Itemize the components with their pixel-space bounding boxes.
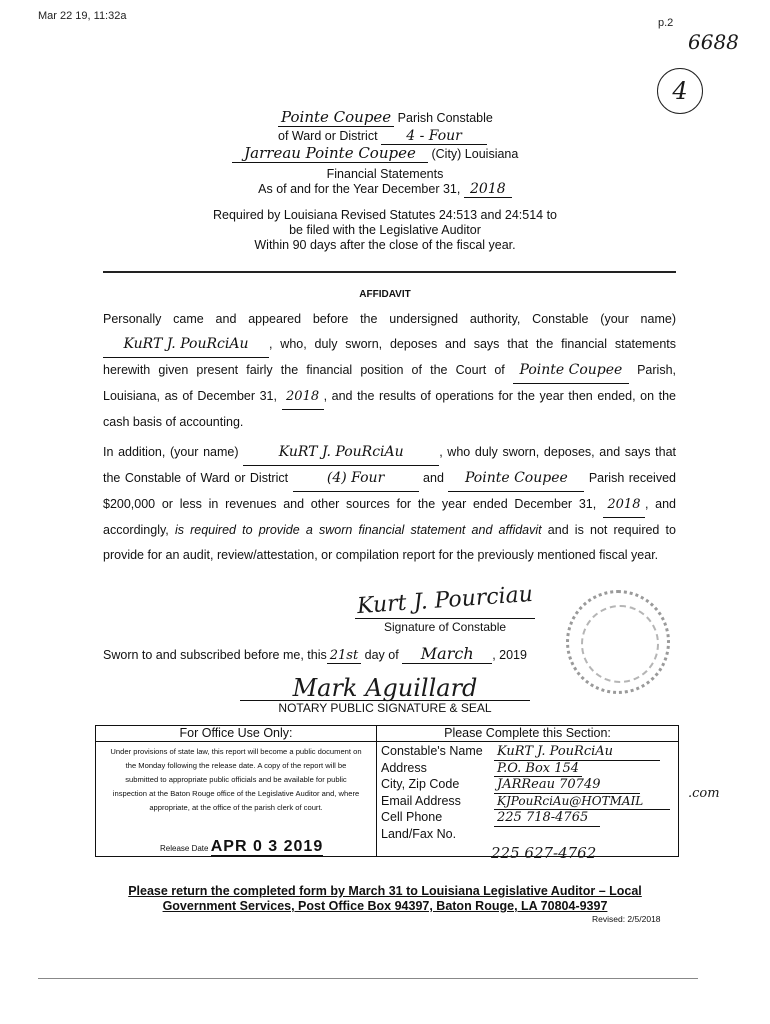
field-value-hw: KuRT J. PouRciAu [494,744,660,761]
sworn-text-c: , 2019 [492,648,527,662]
ward-label: of Ward or District [278,129,378,143]
court-parish-hw: Pointe Coupee [513,358,629,384]
parish-name-hw: Pointe Coupee [278,108,394,127]
city-hw: Jarreau Pointe Coupee [232,144,428,163]
sworn-line [103,644,527,664]
return-line-1: Please return the completed form by March 31 to Louisiana Legislative Auditor – Local [128,884,642,898]
p1-text-a: Personally came and appeared before the undersigned authority, Constable (your name) [103,312,676,326]
office-use-text: Under provisions of state law, this report will become a public document on the Monday following the release date. A copy of the report will be submitted to appropriate public officials and be available for public inspection at the Baton Rouge office of the Legislative Auditor and, where appropriate, at the office of the parish clerk of court. [110,747,362,812]
office-use-panel [96,726,377,856]
field-cell-phone [381,810,678,827]
return-instructions [0,884,770,914]
fs-title: Financial Statements [326,167,444,181]
ward-line [278,128,487,145]
release-date-stamp: APR 0 3 2019 [210,838,324,855]
sworn-text-b: day of [364,648,399,662]
constable-signature-hw: Kurt J. Pourciau [356,581,534,620]
p2-text-b: , who duly sworn, deposes, and says that the Constable of Ward or District [103,445,676,485]
p2-text-d: Parish received $200,000 or less in revenues and other sources for the year ended December 31, [103,471,676,511]
field-value-hw: JARReau 70749 [494,777,640,794]
field-address [381,761,678,778]
p1-text-b: , who, duly sworn, deposes and says that the financial statements herewith given present fairly the financial position of the Court of [103,337,676,377]
p2-text-e: , and accordingly, [103,497,676,537]
field-label: City, Zip Code [381,777,460,791]
city-label: (City) Louisiana [431,147,519,161]
email-suffix-hw: .com [688,786,720,801]
office-box [95,725,679,862]
field-land-fax [381,827,678,843]
release-date-line [160,838,323,856]
complete-section-panel [377,726,678,862]
bottom-fax-line [38,978,698,979]
ward-hw: 4 - Four [381,128,487,145]
field-label: Email Address [381,793,461,808]
required-text [0,208,770,253]
return-line-2: Government Services, Post Office Box 94397, Baton Rouge, LA 70804-9397 [162,899,608,913]
field-city-zip [381,777,678,794]
p1-text-d: , and the results of operations for the year then ended, on the cash basis of accounting. [103,389,676,429]
city-line [232,144,518,163]
revised-date: Revised: 2/5/2018 [592,914,661,924]
fax-page-number: p.2 [658,17,674,29]
divider [103,271,676,273]
p2-text-c: and [423,471,444,485]
notary-seal-image [566,590,670,694]
notary-signature-hw: Mark Aguillard [292,674,478,702]
sworn-text-a: Sworn to and subscribed before me, this [103,648,327,662]
p2-text-f: and is not required to provide for an audit, review/attestation, or compilation report for the previously mentioned fiscal year. [103,523,676,562]
field-value-hw: KJPouRciAu@HOTMAIL [494,794,670,811]
contact-fields [377,742,678,863]
required-line-3: Within 90 days after the close of the fiscal year. [254,238,516,252]
sworn-month-hw: March [402,644,492,664]
parish-label: Parish Constable [397,111,493,125]
affidavit-paragraph-2 [103,440,676,568]
office-use-title: For Office Use Only: [96,726,376,742]
p2-parish-hw: Pointe Coupee [448,466,584,492]
p2-ward-hw: (4) Four [293,466,419,492]
field-label: Cell Phone [381,810,443,824]
field-constable-name [381,744,678,761]
as-of-line [0,181,770,198]
constable-name-hw: KuRT J. PouRciAu [103,332,269,358]
handwritten-number: 6688 [688,30,739,54]
as-of-year-hw: 2018 [464,181,512,198]
p2-text-a: In addition, (your name) [103,445,239,459]
p2-year-hw: 2018 [603,492,645,518]
required-line-2: be filed with the Legislative Auditor [289,223,481,237]
field-land-fax-value-hw: 225 627-4762 [491,844,597,862]
affidavit-title: AFFIDAVIT [359,289,411,300]
field-email [381,794,678,811]
notary-signature-label: NOTARY PUBLIC SIGNATURE & SEAL [240,700,530,715]
p1-year-hw: 2018 [282,384,324,410]
circled-number-text: 4 [672,77,688,105]
required-line-1: Required by Louisiana Revised Statutes 24:513 and 24:514 to [213,208,557,222]
circled-number [657,68,703,114]
field-value-hw: P.O. Box 154 [494,761,582,778]
complete-section-title: Please Complete this Section: [377,726,678,742]
as-of-label: As of and for the Year December 31, [258,182,461,196]
fax-timestamp: Mar 22 19, 11:32a [38,10,127,22]
p1-text-c: Parish, Louisiana, as of December 31, [103,363,676,403]
field-land-fax-value-row [381,842,678,863]
parish-line [278,108,493,127]
release-date-label: Release Date [160,844,209,853]
constable-name2-hw: KuRT J. PouRciAu [243,440,439,466]
field-value-hw: 225 718-4765 [494,810,600,827]
field-label: Constable's Name [381,744,483,758]
field-label: Address [381,760,427,775]
constable-signature-label: Signature of Constable [355,618,535,634]
sworn-day-hw: 21st [327,648,361,664]
affidavit-paragraph-1 [103,307,676,435]
p2-italic-text: is required to provide a sworn financial statement and affidavit [174,523,542,537]
field-label: Land/Fax No. [381,826,457,841]
